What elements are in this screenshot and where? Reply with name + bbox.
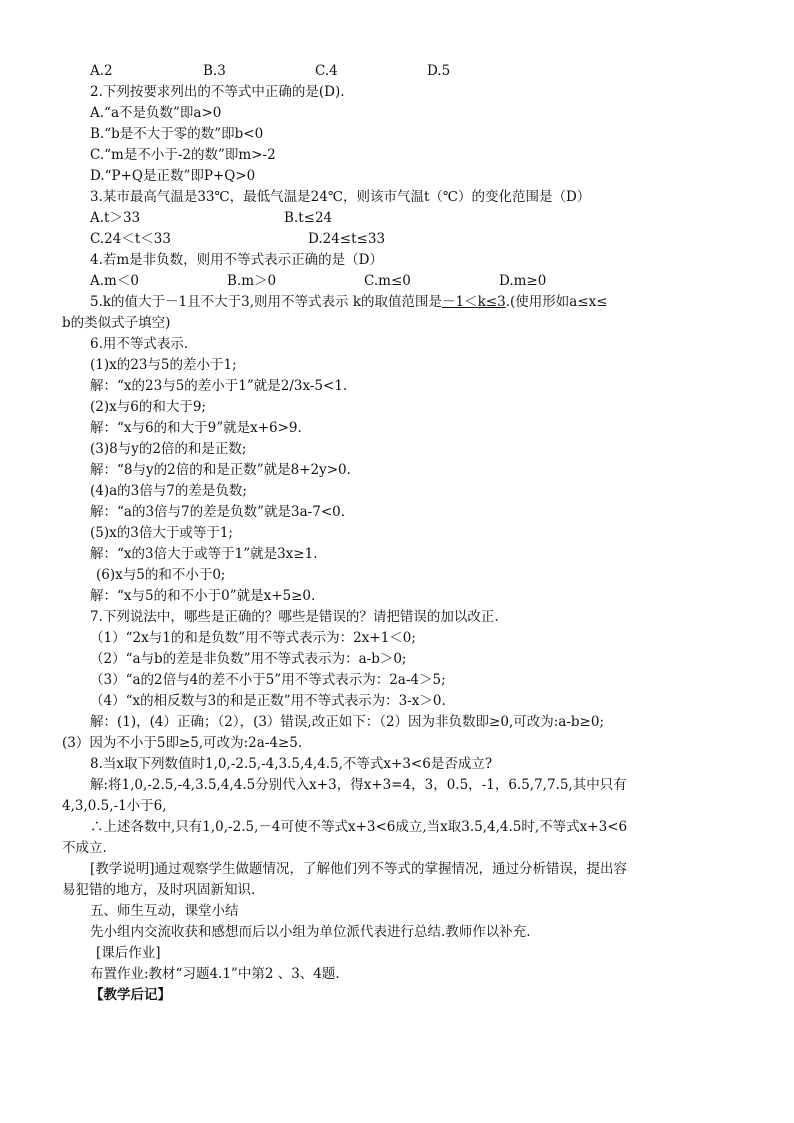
q7-answer-line2: (3）因为不小于5即≥5,可改为:2a-4≥5. [62,735,303,751]
q5-text-part1: 5.k的值大于－1且不大于3,则用不等式表示 k的取值范围是 [90,294,443,310]
q4-option-a: A.m＜0 [90,273,139,289]
q3-option-d: D.24≤t≤33 [308,231,386,247]
q1-option-c: C.4 [315,63,338,79]
q6-item: (6)x与5的和不小于0; [96,567,226,583]
q7-item: （2）“a与b的差是非负数”用不等式表示为：a-b＞0; [90,651,407,667]
q7-item: （1）“2x与1的和是负数”用不等式表示为：2x+1＜0; [90,630,416,646]
section5-text: 先小组内交流收获和感想而后以小组为单位派代表进行总结.教师作以补充. [90,924,531,940]
q6-item: (3)8与y的2倍的和是正数; [90,441,247,457]
q2-stem: 2.下列按要求列出的不等式中正确的是(D). [90,84,345,100]
q6-solution: 解：“8与y的2倍的和是正数”就是8+2y>0. [90,462,351,478]
q3-option-a: A.t＞33 [90,210,141,226]
homework-text: 布置作业:教材“习题4.1”中第2 、3、4题. [90,966,340,982]
q3-option-b: B.t≤24 [284,210,333,226]
q5-answer: －1＜k≤3 [442,294,506,310]
teaching-note-line2: 易犯错的地方，及时巩固新知识. [62,882,256,898]
q8-solution-line1: 解:将1,0,-2.5,-4,3.5,4,4.5分别代入x+3，得x+3=4，3，0.5，-1，6.5,7,7.5,其中只有 [90,777,627,793]
homework-title: [课后作业] [96,945,161,961]
q8-solution-line2: 4,3,0.5,-1小于6, [62,798,167,814]
q6-item: (2)x与6的和大于9; [90,399,206,415]
q4-options [90,271,750,292]
q5-line2: b的类似式子填空) [62,315,171,331]
q1-option-d: D.5 [427,63,451,79]
q3-options-row1 [90,208,750,229]
section5-title: 五、师生互动，课堂小结 [90,903,239,919]
postscript-heading: 【教学后记】 [90,987,171,1003]
q3-options-row2 [90,229,750,250]
q3-option-c: C.24＜t＜33 [90,231,171,247]
q6-stem: 6.用不等式表示. [90,336,189,352]
q8-stem: 8.当x取下列数值时1,0,-2.5,-4,3.5,4,4.5,不等式x+3<6是否成立? [90,756,493,772]
q4-option-c: C.m≤0 [364,273,411,289]
q2-option-b: B.“b是不大于零的数”即b<0 [90,126,264,142]
q6-solution: 解：“x的23与5的差小于1”就是2/3x-5<1. [90,378,348,394]
q7-item: （3）“a的2倍与4的差不小于5”用不等式表示为：2a-4＞5; [90,672,446,688]
q7-answer-line1: 解：(1)，(4）正确；（2），(3）错误,改正如下：（2）因为非负数即≥0,可改为:a-b≥0; [90,714,604,730]
q5-line1 [90,292,608,313]
q6-solution: 解：“a的3倍与7的差是负数”就是3a-7<0. [90,504,346,520]
q4-option-b: B.m＞0 [227,273,277,289]
q4-option-d: D.m≥0 [499,273,547,289]
q3-stem: 3.某市最高气温是33℃，最低气温是24℃，则该市气温t（℃）的变化范围是（D） [90,189,591,205]
q4-stem: 4.若m是非负数，则用不等式表示正确的是（D） [90,252,384,268]
q1-option-a: A.2 [90,63,113,79]
q5-text-part2: .(使用形如a≤x≤ [505,294,608,310]
q6-item: (5)x的3倍大于或等于1; [90,525,233,541]
q6-solution: 解：“x与5的和不小于0”就是x+5≥0. [90,588,316,604]
q1-option-b: B.3 [203,63,226,79]
q8-solution-line3: ∴上述各数中,只有1,0,-2.5,－4可使不等式x+3<6成立,当x取3.5,4,4.5时,不等式x+3<6 [90,819,628,835]
q8-solution-line4: 不成立. [62,840,107,856]
q7-item: （4）“x的相反数与3的和是正数”用不等式表示为：3-x＞0. [90,693,446,709]
q1-options [90,61,750,82]
teaching-note-line1: [教学说明]通过观察学生做题情况，了解他们列不等式的掌握情况，通过分析错误，提出容 [90,861,628,877]
q2-option-d: D.“P+Q是正数”即P+Q>0 [90,168,256,184]
q6-solution: 解：“x的3倍大于或等于1”就是3x≥1. [90,546,318,562]
q2-option-c: C.“m是不小于-2的数”即m>-2 [90,147,276,163]
q7-stem: 7.下列说法中，哪些是正确的？哪些是错误的？请把错误的加以改正. [90,609,499,625]
q6-item: (1)x的23与5的差小于1; [90,357,237,373]
q2-option-a: A.“a不是负数”即a>0 [90,105,222,121]
q6-solution: 解：“x与6的和大于9”就是x+6>9. [90,420,302,436]
q6-item: (4)a的3倍与7的差是负数; [90,483,247,499]
